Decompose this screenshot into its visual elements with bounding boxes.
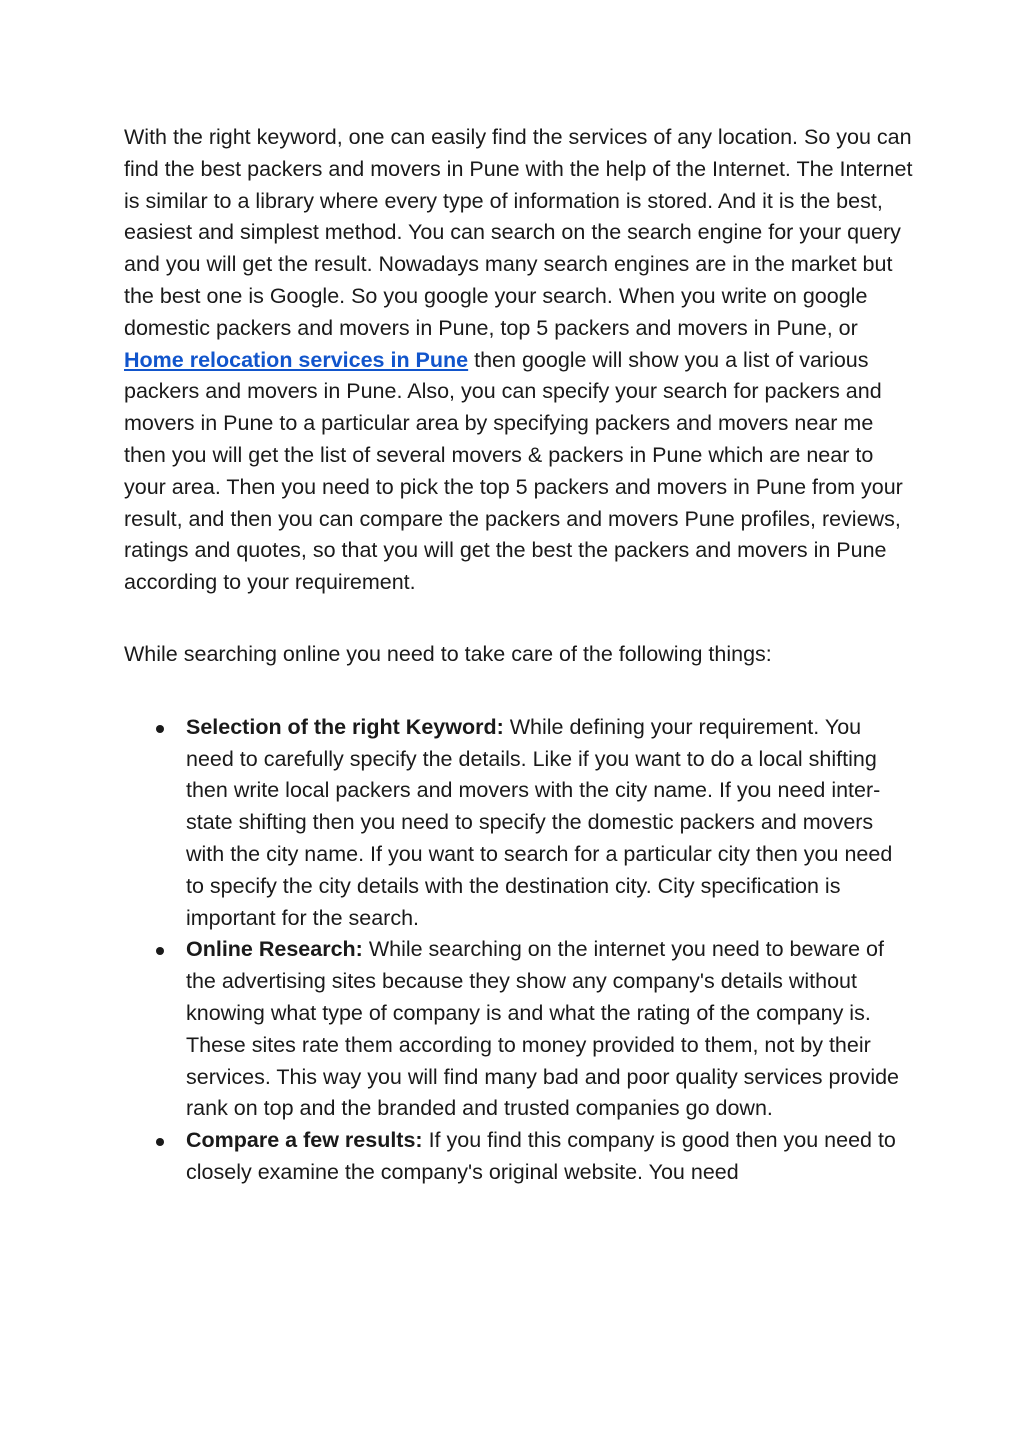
list-item [124, 712, 914, 935]
intro-text-before-link: With the right keyword, one can easily find the services of any location. So you can find the best packers and movers in Pune with the help of the Internet. The Internet is similar to a library where every type of information is stored. And it is the best, easiest and simplest method. You can search on the search engine for your query and you will get the result. Nowadays many search engines are in the market but the best one is Google. So you google your search. When you write on google domestic packers and movers in Pune, top 5 packers and movers in Pune, or [124, 125, 913, 340]
intro-paragraph [124, 122, 914, 599]
intro-text-after-link: then google will show you a list of various packers and movers in Pune. Also, you can specify your search for packers and movers in Pune to a particular area by specifying packers and movers near me then you will get the list of several movers & packers in Pune which are near to your area. Then you need to pick the top 5 packers and movers in Pune from your result, and then you can compare the packers and movers Pune profiles, reviews, ratings and quotes, so that you will get the best the packers and movers in Pune according to your requirement. [124, 347, 903, 595]
checklist-lead-paragraph: While searching online you need to take care of the following things: [124, 641, 772, 666]
document-page [124, 122, 914, 1189]
bullet-text: If you find this company is good then you need to closely examine the company's original website. You need [186, 1128, 896, 1184]
bullet-term: Compare a few results: [186, 1128, 423, 1153]
checklist-bullet-list [124, 712, 914, 1189]
bullet-icon [156, 947, 164, 955]
bullet-term: Selection of the right Keyword: [186, 714, 504, 739]
home-relocation-link[interactable]: Home relocation services in Pune [124, 347, 469, 372]
bullet-text: While defining your requirement. You need to carefully specify the details. Like if you want to do a local shifting then write local packers and movers with the city name. If you need inter-state shifting then you need to specify the domestic packers and movers with the city name. If you want to search for a particular city then you need to specify the city details with the destination city. City specification is important for the search. [186, 714, 893, 930]
bullet-term: Online Research: [186, 937, 363, 962]
bullet-text: While searching on the internet you need to beware of the advertising sites because they show any company's details without knowing what type of company is and what the rating of the company is. These sites rate them according to money provided to them, not by their services. This way you will find many bad and poor quality services provide rank on top and the branded and trusted companies go down. [186, 937, 900, 1121]
bullet-icon [156, 1138, 164, 1146]
list-item [124, 1125, 914, 1189]
list-item [124, 934, 914, 1125]
bullet-icon [156, 725, 164, 733]
